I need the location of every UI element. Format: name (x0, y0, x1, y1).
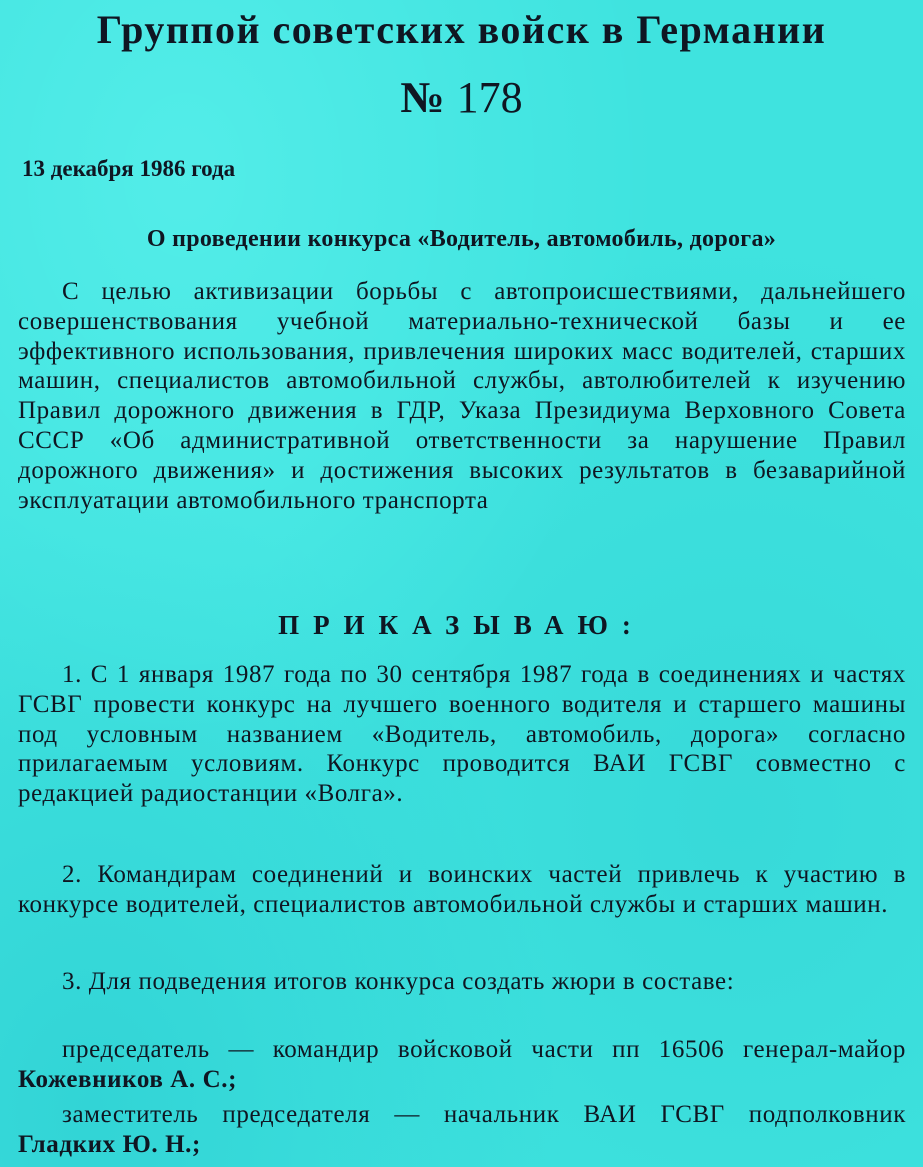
jury-role-text: председатель — командир войсковой части пп 16506 генерал-майор (62, 1036, 906, 1063)
jury-member-deputy (18, 1100, 906, 1160)
order-item-text: 3. Для подведения итогов конкурса создать жюри в составе: (62, 968, 735, 995)
order-item-text: 2. Командирам соединений и воинских частей привлечь к участию в конкурсе водителей, специалистов автомобильной службы и старших машин. (18, 861, 906, 918)
document-title: Группой советских войск в Германии (96, 7, 827, 52)
preamble-paragraph (18, 277, 906, 515)
number-sign: № (400, 73, 445, 122)
jury-member-name: Гладких Ю. Н.; (18, 1130, 201, 1158)
jury-member-chairman (18, 1035, 906, 1095)
command-heading: ПРИКАЗЫВАЮ: (278, 610, 645, 640)
order-item-2 (18, 860, 906, 920)
jury-role-text: заместитель председателя — начальник ВАИ ГСВГ подполковник (62, 1101, 906, 1128)
preamble-text: С целью активизации борьбы с автопроисшествиями, дальнейшего совершенствования учебной материально-технической базы и ее эффективного использования, привлечения широких масс водителей, старших машин, специалистов автомобильной службы, автолюбителей к изучению Правил дорожного движения в ГДР, Указа Президиума Верховного Совета СССР «Об административной ответственности за нарушение Правил дорожного движения» и достижения высоких результатов в безаварийной эксплуатации автомобильного транспорта (18, 278, 906, 514)
order-item-3 (18, 967, 906, 997)
order-date: 13 декабря 1986 года (22, 156, 236, 181)
order-item-1 (18, 660, 906, 809)
order-item-text: 1. С 1 января 1987 года по 30 сентября 1987 года в соединениях и частях ГСВГ провести конкурс на лучшего военного водителя и старшего машины под условным названием «Водитель, автомобиль, дорога» согласно прилагаемым условиям. Конкурс проводится ВАИ ГСВГ совместно с редакцией радиостанции «Волга». (18, 661, 906, 808)
order-subject: О проведении конкурса «Водитель, автомобиль, дорога» (146, 226, 777, 252)
number-value: 178 (456, 73, 523, 122)
order-number (0, 72, 923, 123)
jury-member-name: Кожевников А. С.; (18, 1065, 238, 1093)
